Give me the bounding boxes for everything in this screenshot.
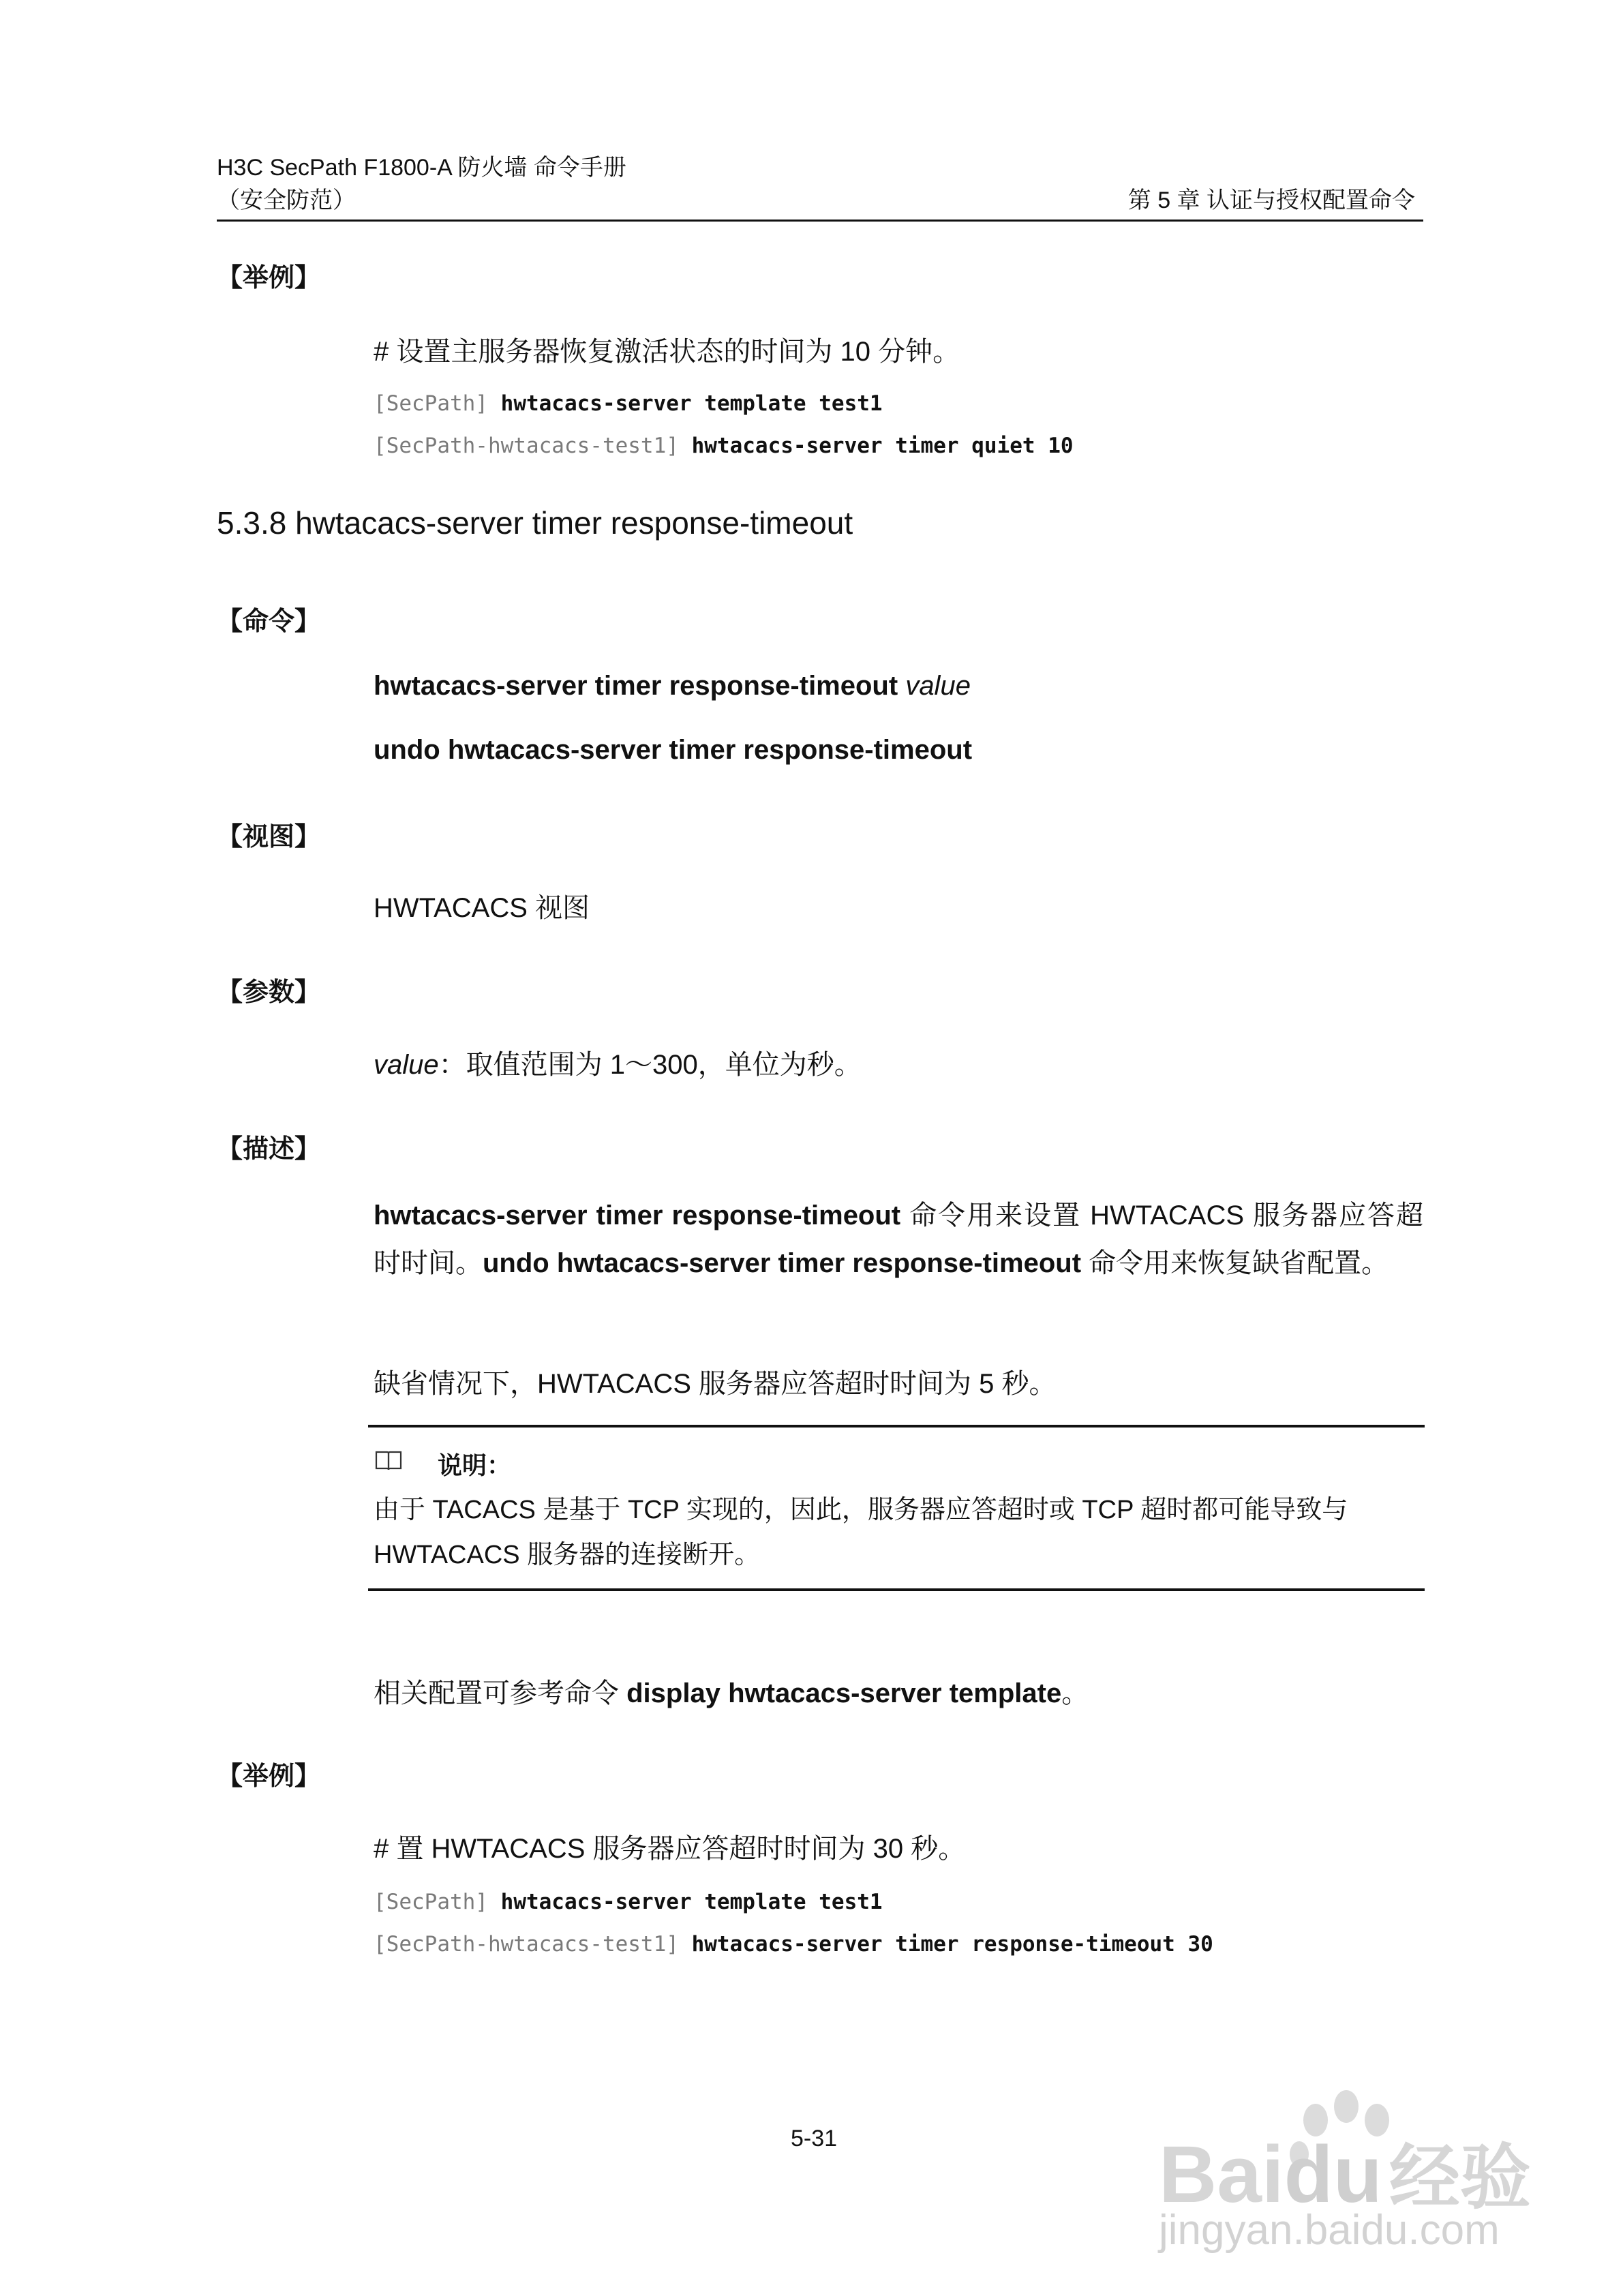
section-title: 5.3.8 hwtacacs-server timer response-timeout	[217, 505, 853, 541]
related-suffix: 。	[1061, 1678, 1089, 1708]
header-subtitle: （安全防范）	[217, 187, 356, 213]
baidu-logo-right: du	[1284, 2130, 1382, 2220]
description-undo-command: undo hwtacacs-server timer response-timeout	[483, 1248, 1082, 1278]
related-prefix: 相关配置可参考命令	[374, 1678, 627, 1708]
note-top-rule	[368, 1425, 1425, 1428]
example-label: 【举例】	[217, 264, 321, 292]
command-name: hwtacacs-server timer response-timeout	[374, 671, 898, 701]
command-label: 【命令】	[217, 607, 321, 636]
book-icon	[375, 1449, 402, 1472]
undo-command-syntax: undo hwtacacs-server timer response-timeout	[374, 735, 973, 765]
code-command: hwtacacs-server timer response-timeout 30	[691, 1932, 1213, 1957]
code-command: hwtacacs-server template test1	[500, 1890, 883, 1914]
header-chapter: 第 5 章 认证与授权配置命令	[1127, 187, 1415, 213]
code-command: hwtacacs-server timer quiet 10	[691, 434, 1074, 458]
code-line	[374, 391, 883, 416]
code-line	[374, 434, 1074, 458]
default-description: 缺省情况下，HWTACACS 服务器应答超时时间为 5 秒。	[374, 1369, 1057, 1399]
description-label: 【描述】	[217, 1135, 321, 1164]
description-command: hwtacacs-server timer response-timeout	[374, 1200, 901, 1230]
command-syntax	[374, 671, 971, 701]
code-command: hwtacacs-server template test1	[500, 391, 883, 416]
description-text: 命令用来恢复缺省配置。	[1081, 1248, 1389, 1278]
params-label: 【参数】	[217, 978, 321, 1007]
example-description: # 置 HWTACACS 服务器应答超时时间为 30 秒。	[374, 1834, 966, 1864]
header-title: H3C SecPath F1800-A 防火墙 命令手册	[217, 155, 626, 181]
watermark-url: jingyan.baidu.com	[1159, 2207, 1500, 2254]
view-text: HWTACACS 视图	[374, 893, 590, 923]
code-prompt: [SecPath-hwtacacs-test1]	[374, 434, 679, 458]
related-commands	[374, 1672, 1089, 1710]
code-prompt: [SecPath]	[374, 391, 488, 416]
related-command: display hwtacacs-server template	[626, 1678, 1062, 1708]
code-line	[374, 1932, 1213, 1957]
baidu-logo-left: Bai	[1159, 2130, 1284, 2220]
note-bottom-rule	[368, 1588, 1425, 1591]
example-description: # 设置主服务器恢复激活状态的时间为 10 分钟。	[374, 337, 960, 367]
note-text: 由于 TACACS 是基于 TCP 实现的，因此，服务器应答超时或 TCP 超时都可能导致与 HWTACACS 服务器的连接断开。	[374, 1496, 1348, 1569]
code-prompt: [SecPath]	[374, 1890, 488, 1914]
description-paragraph	[374, 1192, 1423, 1287]
page-number: 5-31	[791, 2126, 838, 2151]
view-label: 【视图】	[217, 823, 321, 851]
example-label: 【举例】	[217, 1762, 321, 1791]
param-name: value	[374, 1050, 439, 1080]
code-line	[374, 1890, 883, 1914]
param-entry	[374, 1043, 862, 1082]
header-rule	[217, 220, 1423, 222]
code-prompt: [SecPath-hwtacacs-test1]	[374, 1932, 679, 1957]
command-argument: value	[905, 671, 971, 701]
note-title: 说明：	[438, 1451, 512, 1479]
param-desc: ：取值范围为 1～300，单位为秒。	[438, 1050, 862, 1080]
description-text: 命令用来设置 HWTACACS 服务器应答超时时间。	[374, 1200, 1423, 1278]
baidu-logo-cn: 经验	[1389, 2139, 1531, 2218]
